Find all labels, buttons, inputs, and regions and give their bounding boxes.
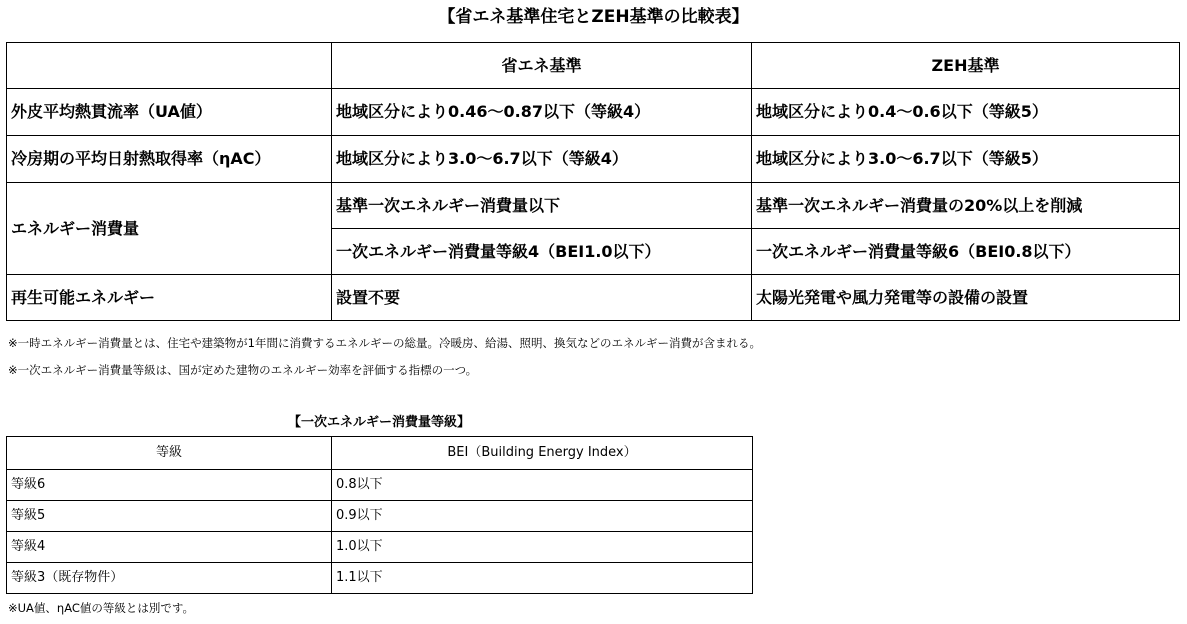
- table-header-row: [7, 43, 1180, 89]
- bei-cell: 0.8以下: [332, 470, 753, 501]
- energy-standard-value: 地域区分により0.46～0.87以下（等級4）: [332, 89, 752, 136]
- grade-cell: 等級3（既存物件）: [7, 563, 332, 594]
- bei-cell: 0.9以下: [332, 501, 753, 532]
- bei-table-title: 【一次エネルギー消費量等級】: [287, 415, 470, 430]
- row-label: 冷房期の平均日射熱取得率（ηAC）: [7, 136, 332, 183]
- footnote: ※一時エネルギー消費量とは、住宅や建築物が1年間に消費するエネルギーの総量。冷暖房、給湯、照明、換気などのエネルギー消費が含まれる。: [8, 336, 761, 350]
- footnote: ※UA値、ηAC値の等級とは別です。: [8, 601, 194, 615]
- energy-standard-value: 設置不要: [332, 275, 752, 321]
- table-row: [7, 563, 753, 594]
- header-cell-zeh-standard: ZEH基準: [752, 43, 1180, 89]
- table-row: [7, 470, 753, 501]
- footnote: ※一次エネルギー消費量等級は、国が定めた建物のエネルギー効率を評価する指標の一つ。: [8, 363, 478, 377]
- header-cell-energy-standard: 省エネ基準: [332, 43, 752, 89]
- header-cell-grade: 等級: [7, 437, 332, 470]
- zeh-value: 基準一次エネルギー消費量の20%以上を削減: [752, 183, 1180, 229]
- table-row: [7, 532, 753, 563]
- table-row: [7, 501, 753, 532]
- comparison-table: [6, 42, 1180, 321]
- energy-standard-value: 一次エネルギー消費量等級4（BEI1.0以下）: [332, 229, 752, 275]
- page-title: 【省エネ基準住宅とZEH基準の比較表】: [438, 7, 749, 27]
- grade-cell: 等級6: [7, 470, 332, 501]
- energy-standard-value: 地域区分により3.0～6.7以下（等級4）: [332, 136, 752, 183]
- bei-cell: 1.1以下: [332, 563, 753, 594]
- energy-standard-value: 基準一次エネルギー消費量以下: [332, 183, 752, 229]
- zeh-value: 太陽光発電や風力発電等の設備の設置: [752, 275, 1180, 321]
- table-row-eta-ac: [7, 136, 1180, 183]
- table-row-consumption: [7, 183, 1180, 229]
- grade-cell: 等級5: [7, 501, 332, 532]
- header-cell-bei: BEI（Building Energy Index）: [332, 437, 753, 470]
- row-label: 再生可能エネルギー: [7, 275, 332, 321]
- zeh-value: 地域区分により0.4～0.6以下（等級5）: [752, 89, 1180, 136]
- bei-cell: 1.0以下: [332, 532, 753, 563]
- zeh-value: 一次エネルギー消費量等級6（BEI0.8以下）: [752, 229, 1180, 275]
- zeh-value: 地域区分により3.0～6.7以下（等級5）: [752, 136, 1180, 183]
- row-label: エネルギー消費量: [7, 183, 332, 275]
- header-cell-empty: [7, 43, 332, 89]
- table-header-row: [7, 437, 753, 470]
- grade-cell: 等級4: [7, 532, 332, 563]
- bei-table: [6, 436, 753, 594]
- table-row-renewable: [7, 275, 1180, 321]
- row-label: 外皮平均熱貫流率（UA値）: [7, 89, 332, 136]
- table-row-ua: [7, 89, 1180, 136]
